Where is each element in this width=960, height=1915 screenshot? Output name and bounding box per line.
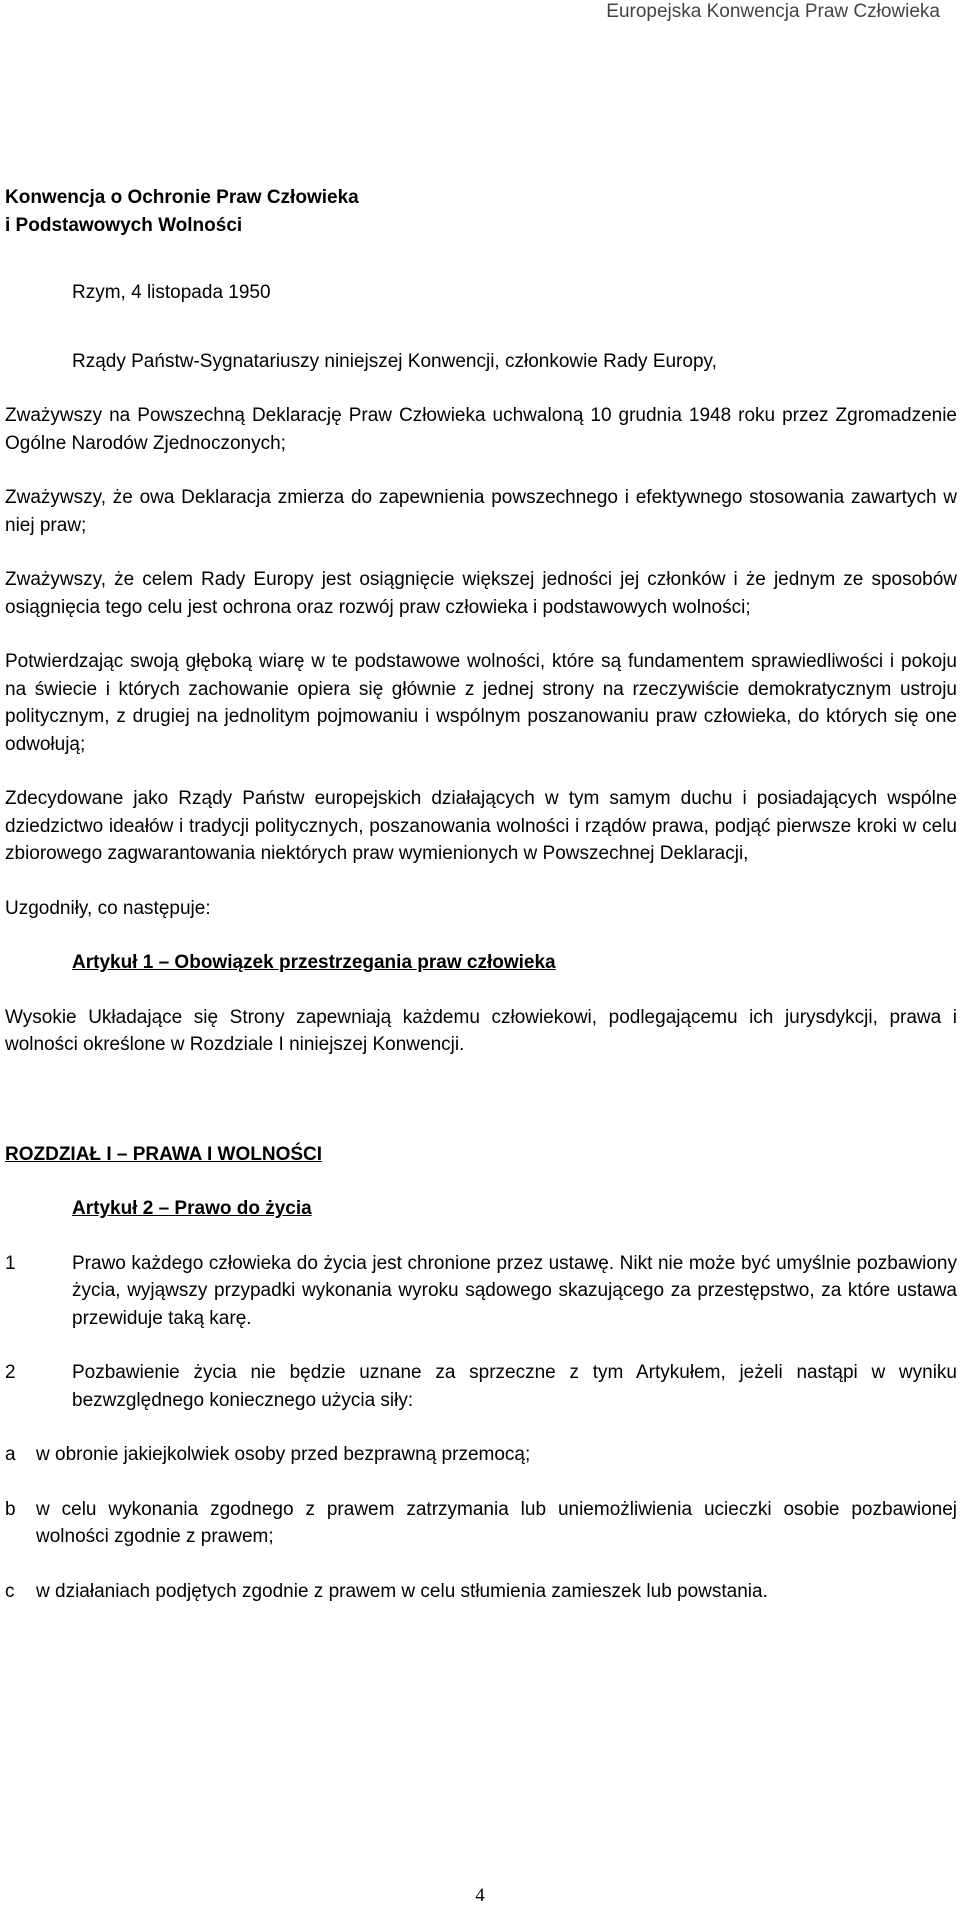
paragraph-number: 1 [5, 1252, 16, 1274]
paragraph-number: 2 [5, 1362, 16, 1383]
page-number: 4 [475, 1885, 485, 1906]
agreed-statement: Uzgodniły, co następuje: [5, 897, 211, 919]
article-2-item-c [5, 1578, 957, 1606]
article-1-heading [5, 949, 957, 977]
running-header: Europejska Konwencja Praw Człowieka [606, 1, 940, 22]
preamble-paragraph-6: Zdecydowane jako Rządy Państw europejskich działających w tym samym duchu i posiadających wspólne dziedzictwo ideałów i tradycji politycznych, poszanowania wolności i rządów prawa, podjąć pierwsze kroki w celu zbiorowego zagwarantowania niektórych praw wymienionych w Powszechnej Deklaracji, [5, 788, 957, 864]
paragraph-text: Prawo każdego człowieka do życia jest chronione przez ustawę. Nikt nie może być umyślnie pozbawiony życia, wyjąwszy przypadki wykonania wyroku sądowego skazującego za przestępstwo, za które ustawa przewiduje taką karę. [72, 1252, 957, 1329]
preamble-paragraph-1: Rządy Państw-Sygnatariuszy niniejszej Konwencji, członkowie Rady Europy, [72, 350, 717, 372]
item-letter: a [5, 1444, 16, 1465]
article-2-paragraph-2 [5, 1359, 957, 1414]
preamble-paragraph-2: Zważywszy na Powszechną Deklarację Praw Człowieka uchwaloną 10 grudnia 1948 roku przez Zgromadzenie Ogólne Narodów Zjednoczonych; [5, 405, 957, 454]
item-text: w obronie jakiejkolwiek osoby przed bezprawną przemocą; [36, 1444, 531, 1465]
article-2-paragraph-1 [5, 1250, 957, 1333]
article-1-text: Wysokie Układające się Strony zapewniają każdemu człowiekowi, podlegającemu ich jurysdykcji, prawa i wolności określone w Rozdziale I niniejszej Konwencji. [5, 1006, 957, 1055]
chapter-1-heading: ROZDZIAŁ I – PRAWA I WOLNOŚCI [5, 1143, 323, 1165]
item-text: w działaniach podjętych zgodnie z prawem w celu stłumienia zamieszek lub powstania. [36, 1580, 768, 1602]
paragraph-text: Pozbawienie życia nie będzie uznane za sprzeczne z tym Artykułem, jeżeli nastąpi w wyniku bezwzględnego koniecznego użycia siły: [72, 1362, 957, 1411]
preamble-paragraph-3: Zważywszy, że owa Deklaracja zmierza do zapewnienia powszechnego i efektywnego stosowania zawartych w niej praw; [5, 487, 957, 536]
place-date: Rzym, 4 listopada 1950 [72, 282, 271, 303]
document-title-line-2: i Podstawowych Wolności [5, 214, 243, 236]
item-letter: b [5, 1498, 16, 1520]
item-text: w celu wykonania zgodnego z prawem zatrzymania lub uniemożliwienia ucieczki osobie pozbawionej wolności zgodnie z prawem; [36, 1498, 957, 1547]
article-2-heading-text: Artykuł 2 – Prawo do życia [72, 1198, 312, 1219]
article-1-heading-text: Artykuł 1 – Obowiązek przestrzegania praw człowieka [72, 952, 556, 973]
article-2-heading [5, 1195, 957, 1223]
article-2-item-a [5, 1441, 957, 1469]
document-body [5, 184, 957, 1605]
preamble-paragraph-4: Zważywszy, że celem Rady Europy jest osiągnięcie większej jedności jej członków i że jednym ze sposobów osiągnięcia tego celu jest ochrona oraz rozwój praw człowieka i podstawowych wolności; [5, 569, 957, 618]
document-title-line-1: Konwencja o Ochronie Praw Człowieka [5, 187, 359, 208]
item-letter: c [5, 1580, 15, 1602]
preamble-paragraph-5: Potwierdzając swoją głęboką wiarę w te podstawowe wolności, które są fundamentem sprawiedliwości i pokoju na świecie i których zachowanie opiera się głównie z jednej strony na rzeczywiście demokratycznym ustroju politycznym, z drugiej na jednolitym pojmowaniu i wspólnym poszanowaniu praw człowieka, do których się one odwołują; [5, 651, 957, 755]
article-2-item-b [5, 1496, 957, 1551]
